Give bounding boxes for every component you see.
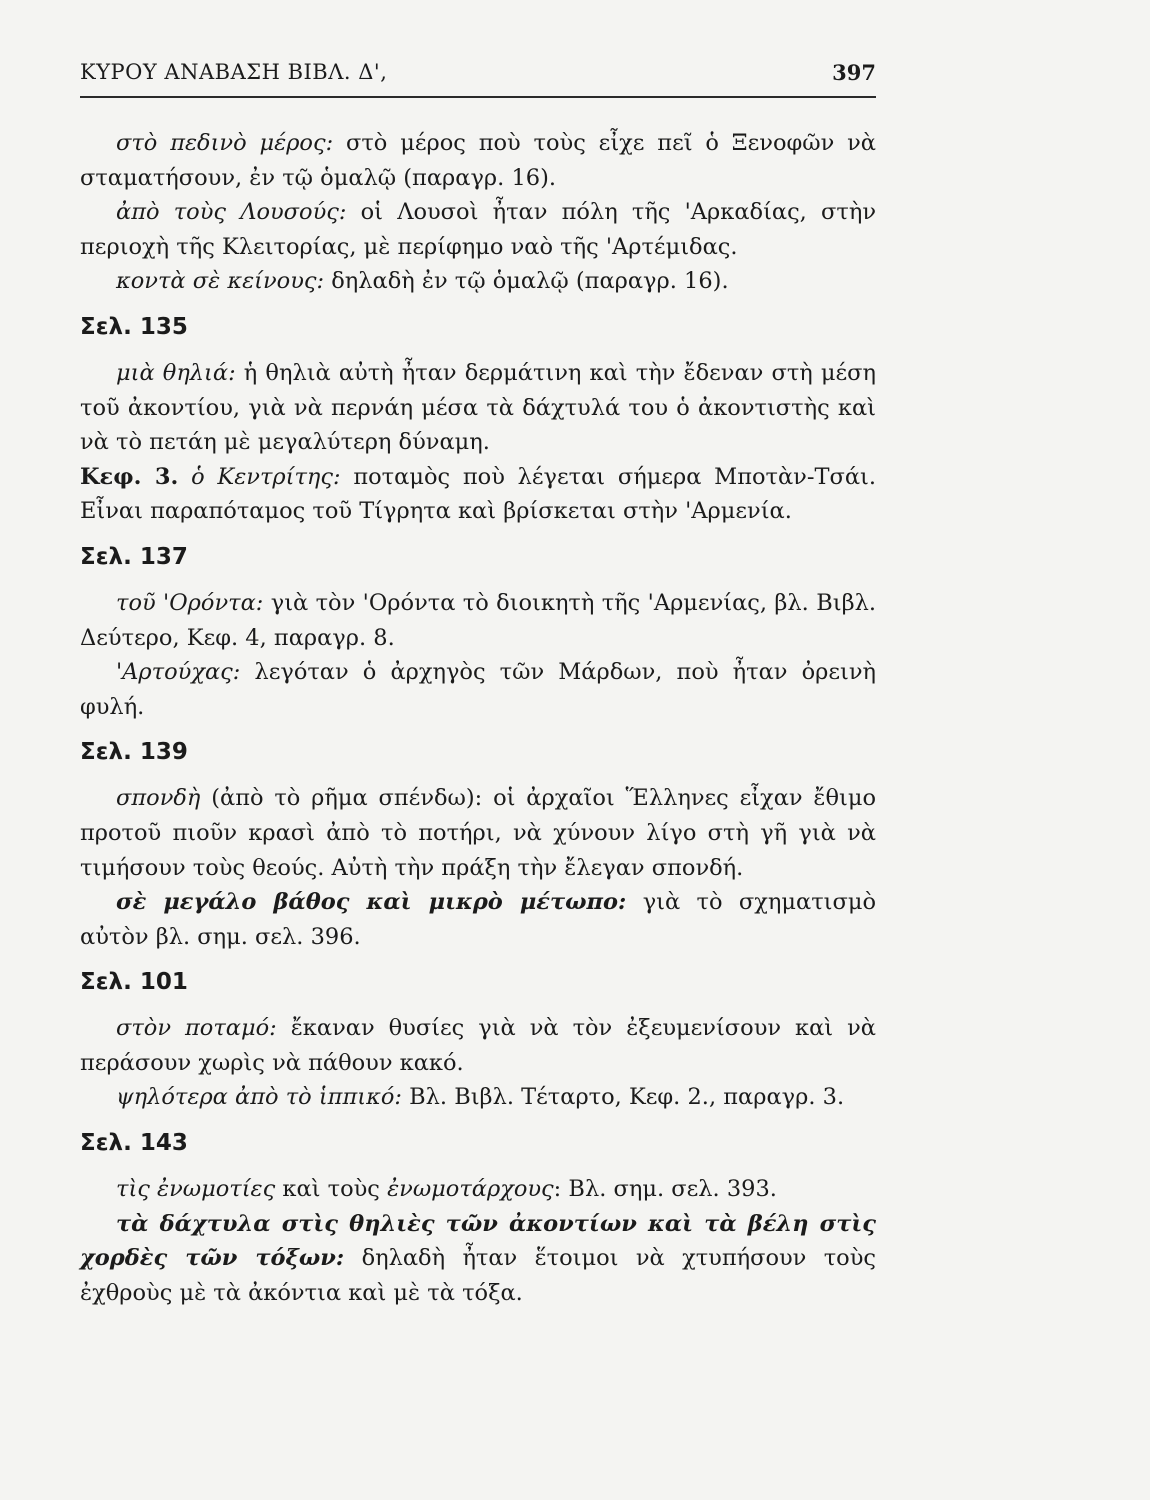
note-lemma: τὶς ἐνωμοτίες [116, 1176, 276, 1203]
note-entry [80, 1207, 876, 1311]
note-lemma: τοῦ 'Ορόντα: [116, 589, 264, 616]
note-entry [80, 781, 876, 885]
note-entry [80, 264, 876, 299]
note-entry [80, 126, 876, 195]
note-text: δηλαδὴ ἐν τῷ ὁμαλῷ (παραγρ. 16). [324, 268, 729, 295]
chapter-ref: Κεφ. 3. [80, 463, 179, 490]
note-text: : Βλ. σημ. σελ. 393. [553, 1176, 777, 1203]
note-lemma: ἀπὸ τοὺς Λουσούς: [116, 199, 347, 226]
page-header [80, 60, 876, 98]
note-entry [80, 1172, 876, 1207]
note-lemma: τὰ δάχτυλα στὶς θηλιὲς τῶν ἀκοντίων καὶ τὰ βέλη στὶς χορδὲς τῶν τόξων: [80, 1210, 876, 1272]
note-text: ἔκαναν θυσίες γιὰ νὰ τὸν ἐξευμενίσουν καὶ νὰ περάσουν χωρὶς νὰ πάθουν κακό. [80, 1015, 876, 1076]
note-lemma: ἐνωμοτάρχους [387, 1176, 554, 1203]
note-entry [80, 460, 876, 529]
section-heading: Σελ. 139 [80, 739, 188, 766]
section-heading: Σελ. 143 [80, 1130, 188, 1157]
note-entry [80, 1080, 876, 1115]
note-text: ἡ θηλιὰ αὐτὴ ἦταν δερμάτινη καὶ τὴν ἔδεναν στὴ μέση τοῦ ἀκοντίου, γιὰ νὰ περνάη μέσα τὰ δάχτυλά του ὁ ἀκοντιστὴς καὶ νὰ τὸ πετάη μὲ μεγαλύτερη δύναμη. [80, 359, 876, 456]
note-text: (ἀπὸ τὸ ρῆμα σπένδω): οἱ ἀρχαῖοι Ἕλληνες εἶχαν ἔθιμο προτοῦ πιοῦν κρασὶ ἀπὸ τὸ ποτήρι, νὰ χύνουν λίγο στὴ γῆ γιὰ νὰ τιμήσουν τοὺς θεούς. Αὐτὴ τὴν πράξη τὴν ἔλεγαν σπονδή. [80, 785, 876, 881]
note-lemma: στὸ πεδινὸ μέρος: [116, 130, 334, 156]
note-entry [80, 195, 876, 264]
note-entry [80, 586, 876, 655]
note-entry [80, 1011, 876, 1080]
note-text: ποταμὸς ποὺ λέγεται σήμερα Μποτὰν-Τσάι. Εἶναι παραπόταμος τοῦ Τίγρητα καὶ βρίσκεται στὴν 'Αρμενία. [80, 463, 876, 525]
note-entry [80, 885, 876, 954]
note-lemma: μιὰ θηλιά: [116, 359, 236, 386]
note-lemma: στὸν ποταμό: [116, 1015, 277, 1042]
note-lemma: σπονδὴ [116, 785, 201, 812]
section-heading: Σελ. 135 [80, 313, 188, 340]
note-text: γιὰ τὸν 'Ορόντα τὸ διοικητὴ τῆς 'Αρμενίας, βλ. Βιβλ. Δεύτερο, Κεφ. 4, παραγρ. 8. [80, 589, 876, 651]
note-lemma: 'Αρτούχας: [116, 659, 241, 686]
note-entry [80, 356, 876, 460]
note-entry [80, 655, 876, 724]
note-text: στὸ μέρος ποὺ τοὺς εἶχε πεῖ ὁ Ξενοφῶν νὰ σταματήσουν, ἐν τῷ ὁμαλῷ (παραγρ. 16). [80, 130, 877, 191]
notes-body [80, 126, 876, 1310]
running-title: ΚΥΡΟΥ ΑΝΑΒΑΣΗ ΒΙΒΛ. Δ', [80, 60, 388, 84]
note-text: λεγόταν ὁ ἀρχηγὸς τῶν Μάρδων, ποὺ ἦταν ὀρεινὴ φυλή. [80, 659, 876, 720]
note-text: οἱ Λουσοὶ ἦταν πόλη τῆς 'Αρκαδίας, στὴν περιοχὴ τῆς Κλειτορίας, μὲ περίφημο ναὸ τῆς 'Αρτέμιδας. [80, 199, 876, 260]
note-text: Βλ. Βιβλ. Τέταρτο, Κεφ. 2., παραγρ. 3. [401, 1084, 845, 1111]
note-lemma: ψηλότερα ἀπὸ τὸ ἱππικό: [116, 1084, 402, 1111]
section-heading: Σελ. 101 [80, 969, 188, 996]
page-number: 397 [832, 60, 876, 85]
note-lemma: κοντὰ σὲ κείνους: [116, 268, 325, 295]
note-text: καὶ τοὺς [275, 1176, 388, 1203]
note-lemma: ὁ Κεντρίτης: [178, 463, 341, 490]
section-heading: Σελ. 137 [80, 543, 188, 570]
note-text: γιὰ τὸ σχηματισμὸ αὐτὸν βλ. σημ. σελ. 396. [80, 889, 876, 950]
note-lemma: σὲ μεγάλο βάθος καὶ μικρὸ μέτωπο: [116, 889, 627, 916]
note-text: δηλαδὴ ἦταν ἕτοιμοι νὰ χτυπήσουν τοὺς ἐχθροὺς μὲ τὰ ἀκόντια καὶ μὲ τὰ τόξα. [80, 1245, 876, 1306]
